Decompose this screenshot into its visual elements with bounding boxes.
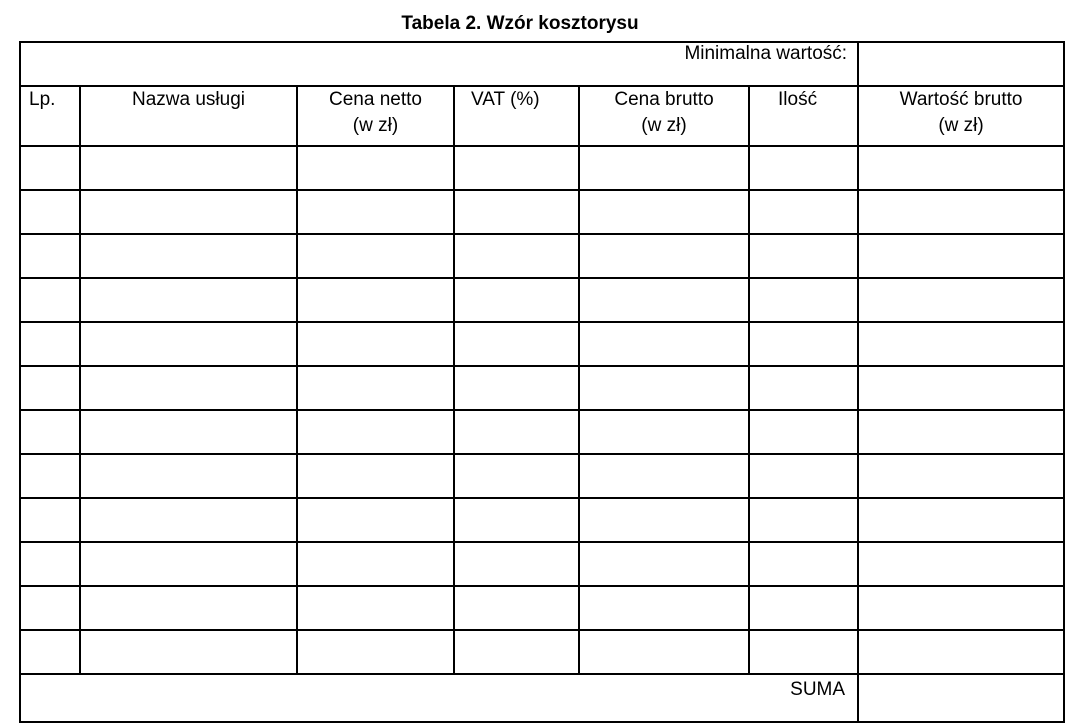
column-header-gross-price-line2: (w zł) (641, 115, 687, 136)
lp-cell[interactable] (20, 322, 80, 366)
net-price-cell[interactable] (297, 278, 454, 322)
quantity-cell[interactable] (749, 410, 858, 454)
lp-cell[interactable] (20, 146, 80, 190)
column-header-gross-price-line1: Cena brutto (614, 89, 714, 110)
gross-value-cell[interactable] (858, 278, 1064, 322)
vat-cell[interactable] (454, 190, 579, 234)
service-name-cell[interactable] (80, 234, 297, 278)
table-row (20, 146, 1064, 190)
column-header-quantity: Ilość (749, 86, 858, 146)
column-header-service-name: Nazwa usługi (80, 86, 297, 146)
table-row (20, 586, 1064, 630)
column-header-net-price-line1: Cena netto (329, 89, 422, 110)
vat-cell[interactable] (454, 410, 579, 454)
gross-value-cell[interactable] (858, 322, 1064, 366)
net-price-cell[interactable] (297, 498, 454, 542)
gross-value-cell[interactable] (858, 454, 1064, 498)
service-name-cell[interactable] (80, 454, 297, 498)
gross-price-cell[interactable] (579, 190, 749, 234)
vat-cell[interactable] (454, 366, 579, 410)
service-name-cell[interactable] (80, 322, 297, 366)
column-header-net-price-line2: (w zł) (352, 115, 399, 136)
gross-price-cell[interactable] (579, 586, 749, 630)
column-header-net-price (297, 86, 454, 146)
table-row (20, 454, 1064, 498)
net-price-cell[interactable] (297, 410, 454, 454)
net-price-cell[interactable] (297, 322, 454, 366)
service-name-cell[interactable] (80, 498, 297, 542)
quantity-cell[interactable] (749, 366, 858, 410)
gross-price-cell[interactable] (579, 410, 749, 454)
quantity-cell[interactable] (749, 586, 858, 630)
gross-price-cell[interactable] (579, 366, 749, 410)
gross-price-cell[interactable] (579, 322, 749, 366)
service-name-cell[interactable] (80, 410, 297, 454)
service-name-cell[interactable] (80, 190, 297, 234)
table-row (20, 498, 1064, 542)
table-title: Tabela 2. Wzór kosztorysu (401, 13, 639, 34)
lp-cell[interactable] (20, 542, 80, 586)
gross-value-cell[interactable] (858, 234, 1064, 278)
lp-cell[interactable] (20, 278, 80, 322)
vat-cell[interactable] (454, 586, 579, 630)
service-name-cell[interactable] (80, 146, 297, 190)
lp-cell[interactable] (20, 586, 80, 630)
gross-value-cell[interactable] (858, 586, 1064, 630)
quantity-cell[interactable] (749, 146, 858, 190)
vat-cell[interactable] (454, 234, 579, 278)
gross-value-cell[interactable] (858, 190, 1064, 234)
service-name-cell[interactable] (80, 278, 297, 322)
net-price-cell[interactable] (297, 190, 454, 234)
service-name-cell[interactable] (80, 586, 297, 630)
sum-row (20, 674, 1064, 722)
net-price-cell[interactable] (297, 586, 454, 630)
column-header-vat: VAT (%) (454, 86, 579, 146)
table-row (20, 542, 1064, 586)
column-header-lp: Lp. (20, 86, 80, 146)
lp-cell[interactable] (20, 190, 80, 234)
sum-label: SUMA (20, 674, 858, 722)
column-header-gross-value (858, 86, 1064, 146)
quantity-cell[interactable] (749, 542, 858, 586)
vat-cell[interactable] (454, 278, 579, 322)
service-name-cell[interactable] (80, 630, 297, 674)
column-header-gross-price (579, 86, 749, 146)
quantity-cell[interactable] (749, 278, 858, 322)
quantity-cell[interactable] (749, 190, 858, 234)
gross-value-cell[interactable] (858, 630, 1064, 674)
gross-price-cell[interactable] (579, 498, 749, 542)
vat-cell[interactable] (454, 454, 579, 498)
gross-price-cell[interactable] (579, 278, 749, 322)
minimum-value-label: Minimalna wartość: (20, 42, 858, 86)
table-row (20, 366, 1064, 410)
lp-cell[interactable] (20, 366, 80, 410)
gross-value-cell[interactable] (858, 498, 1064, 542)
gross-value-cell[interactable] (858, 146, 1064, 190)
quantity-cell[interactable] (749, 498, 858, 542)
table-row (20, 278, 1064, 322)
quantity-cell[interactable] (749, 630, 858, 674)
gross-price-cell[interactable] (579, 630, 749, 674)
net-price-cell[interactable] (297, 146, 454, 190)
lp-cell[interactable] (20, 234, 80, 278)
quantity-cell[interactable] (749, 234, 858, 278)
minimum-value-row (20, 42, 1064, 86)
quantity-cell[interactable] (749, 322, 858, 366)
column-header-gross-value-line1: Wartość brutto (899, 89, 1023, 110)
gross-value-cell[interactable] (858, 542, 1064, 586)
net-price-cell[interactable] (297, 366, 454, 410)
vat-cell[interactable] (454, 146, 579, 190)
vat-cell[interactable] (454, 322, 579, 366)
gross-value-cell[interactable] (858, 366, 1064, 410)
net-price-cell[interactable] (297, 234, 454, 278)
lp-cell[interactable] (20, 410, 80, 454)
lp-cell[interactable] (20, 630, 80, 674)
header-row (20, 86, 1064, 146)
quantity-cell[interactable] (749, 454, 858, 498)
gross-price-cell[interactable] (579, 234, 749, 278)
sum-value-cell[interactable] (858, 674, 1064, 722)
vat-cell[interactable] (454, 542, 579, 586)
cost-estimate-table (19, 41, 1065, 723)
table-row (20, 190, 1064, 234)
gross-price-cell[interactable] (579, 454, 749, 498)
table-row (20, 322, 1064, 366)
table-row (20, 630, 1064, 674)
lp-cell[interactable] (20, 498, 80, 542)
lp-cell[interactable] (20, 454, 80, 498)
table-row (20, 234, 1064, 278)
net-price-cell[interactable] (297, 630, 454, 674)
vat-cell[interactable] (454, 630, 579, 674)
table-row (20, 410, 1064, 454)
vat-cell[interactable] (454, 498, 579, 542)
service-name-cell[interactable] (80, 366, 297, 410)
gross-price-cell[interactable] (579, 542, 749, 586)
net-price-cell[interactable] (297, 542, 454, 586)
gross-value-cell[interactable] (858, 410, 1064, 454)
column-header-gross-value-line2: (w zł) (938, 115, 984, 136)
service-name-cell[interactable] (80, 542, 297, 586)
gross-price-cell[interactable] (579, 146, 749, 190)
net-price-cell[interactable] (297, 454, 454, 498)
minimum-value-cell[interactable] (858, 42, 1064, 86)
